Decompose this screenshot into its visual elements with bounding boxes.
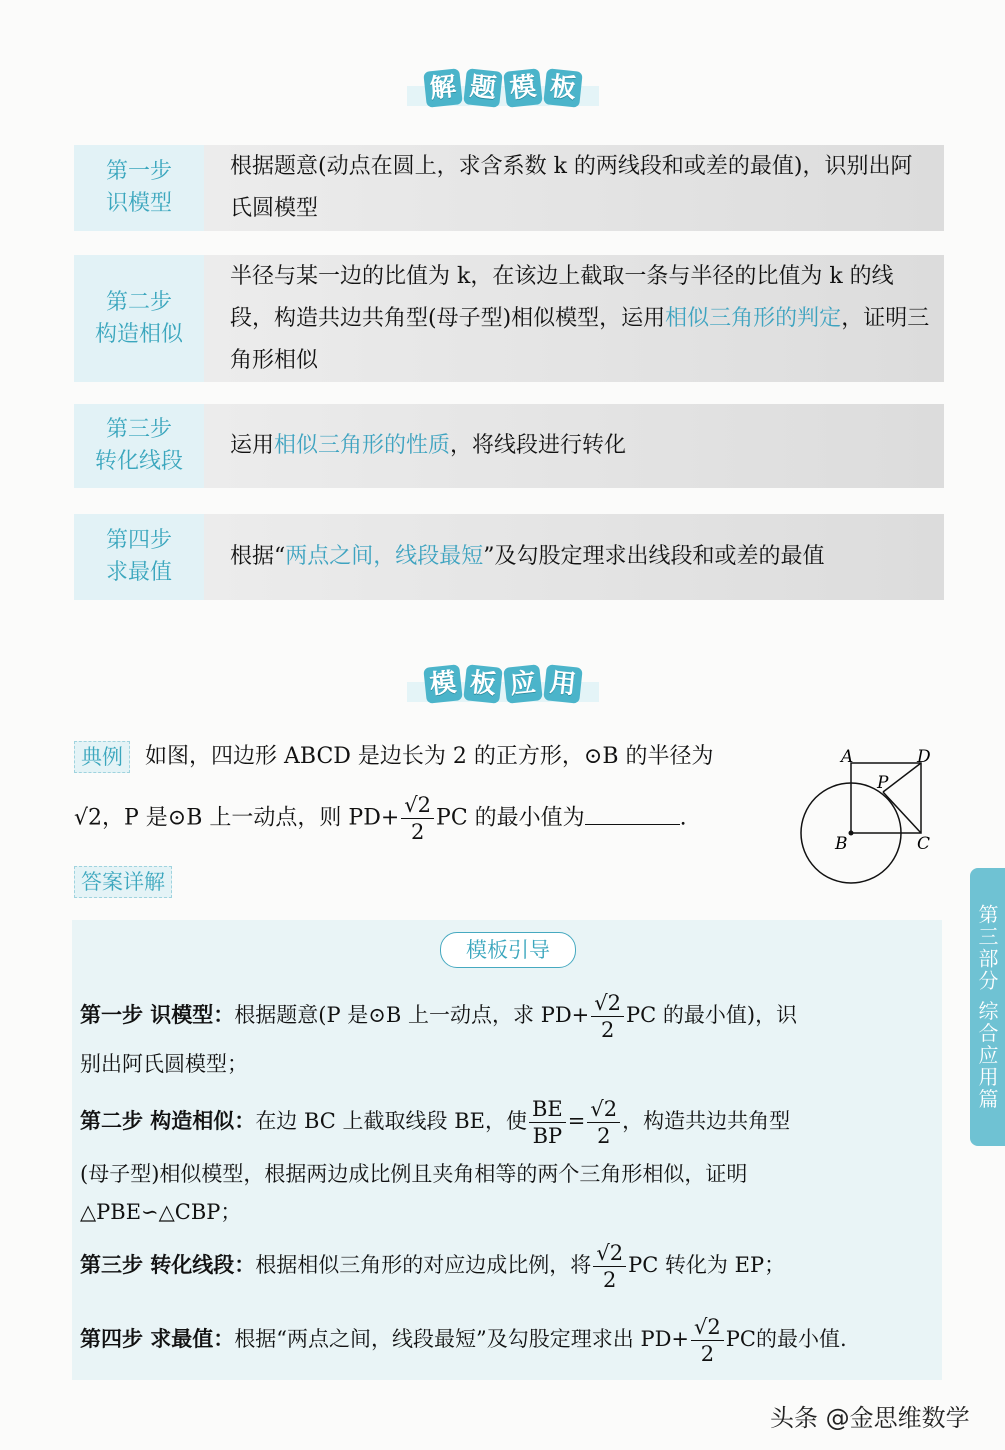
section-header-template — [0, 70, 1005, 106]
label-c: C — [917, 834, 931, 854]
step-1-label: 第一步 识模型 — [74, 145, 204, 231]
guide-step-4: 第四步 求最值：根据“两点之间，线段最短”及勾股定理求出 PD+ $\frac{√2}{2}$ PC的最小值. — [80, 1315, 847, 1366]
section-header-application — [0, 666, 1005, 702]
chapter-side-tab[interactable]: 第三部分 综合应用篇 — [970, 868, 1005, 1146]
answer-area — [72, 920, 942, 1380]
center-b — [849, 831, 854, 836]
guide-step-2-line-2: (母子型)相似模型，根据两边成比例且夹角相等的两个三角形相似，证明 — [80, 1162, 748, 1186]
fraction: $\frac{√2}{2}$ — [591, 990, 624, 1043]
segment-pd — [883, 763, 921, 792]
label-b: B — [835, 834, 848, 854]
fraction: $\frac{√2}{2}$ — [593, 1240, 626, 1293]
step-3-text: 运用相似三角形的性质，将线段进行转化 — [204, 404, 944, 488]
header-char: 应 — [503, 664, 543, 704]
step-1-text: 根据题意(动点在圆上，求含系数 k 的两线段和或差的最值)，识别出阿氏圆模型 — [204, 145, 944, 231]
watermark: 头条 @金思维数学 — [770, 1404, 970, 1432]
fraction: $\frac{√2}{2}$ — [587, 1096, 620, 1149]
header-char: 模 — [503, 68, 543, 108]
guide-step-1-line-1: 第一步 识模型：根据题意(P 是⊙B 上一动点，求 PD+ $\frac{√2}{2}$ PC 的最小值)，识 — [80, 991, 798, 1042]
guide-step-2-line-1: 第二步 构造相似：在边 BC 上截取线段 BE，使 $\frac{BE}{BP}$ = $\frac{√2}{2}$ ，构造共边共角型 — [80, 1097, 791, 1148]
step-4-label: 第四步 求最值 — [74, 514, 204, 600]
header-char: 模 — [423, 664, 463, 704]
example-line-2: √2，P 是⊙B 上一动点，则 PD+ $\frac{√2}{2}$ PC 的最小值为 . — [74, 793, 687, 844]
header-char: 解 — [423, 68, 463, 108]
geometry-figure — [795, 740, 955, 890]
header-char: 题 — [463, 68, 503, 108]
header-char: 板 — [543, 68, 583, 108]
step-3 — [74, 404, 944, 488]
answer-tag: 答案详解 — [74, 866, 172, 898]
guide-pill: 模板引导 — [440, 932, 576, 968]
guide-step-1-line-2: 别出阿氏圆模型； — [80, 1052, 248, 1076]
link-shortest-segment[interactable]: 两点之间，线段最短 — [285, 544, 484, 569]
step-4 — [74, 514, 944, 600]
answer-blank[interactable] — [585, 802, 680, 825]
example-tag: 典例 — [74, 741, 130, 773]
label-p: P — [877, 773, 889, 793]
fraction: $\frac{BE}{BP}$ — [529, 1096, 566, 1149]
step-3-label: 第三步 转化线段 — [74, 404, 204, 488]
step-2-text: 半径与某一边的比值为 k，在该边上截取一条与半径的比值为 k 的线段，构造共边共角型(母子型)相似模型，运用相似三角形的判定，证明三角形相似 — [204, 255, 944, 382]
header-char: 用 — [543, 664, 583, 704]
header-char: 板 — [463, 664, 503, 704]
segment-pc — [883, 792, 921, 833]
step-1 — [74, 145, 944, 231]
example-line-1: 如图，四边形 ABCD 是边长为 2 的正方形，⊙B 的半径为 — [145, 744, 714, 769]
guide-step-2-line-3: △PBE∽△CBP； — [80, 1200, 242, 1224]
step-2 — [74, 255, 944, 382]
guide-step-3: 第三步 转化线段：根据相似三角形的对应边成比例，将 $\frac{√2}{2}$ PC 转化为 EP； — [80, 1241, 786, 1292]
label-d: D — [917, 747, 931, 767]
link-similar-triangle-properties[interactable]: 相似三角形的性质 — [274, 433, 451, 458]
step-2-label: 第二步 构造相似 — [74, 255, 204, 382]
label-a: A — [841, 747, 854, 767]
fraction: $\frac{√2}{2}$ — [691, 1314, 724, 1367]
fraction: $\frac{√2}{2}$ — [401, 792, 434, 845]
link-similar-triangle-criteria[interactable]: 相似三角形的判定 — [665, 305, 842, 331]
step-4-text: 根据“两点之间，线段最短”及勾股定理求出线段和或差的最值 — [204, 514, 944, 600]
